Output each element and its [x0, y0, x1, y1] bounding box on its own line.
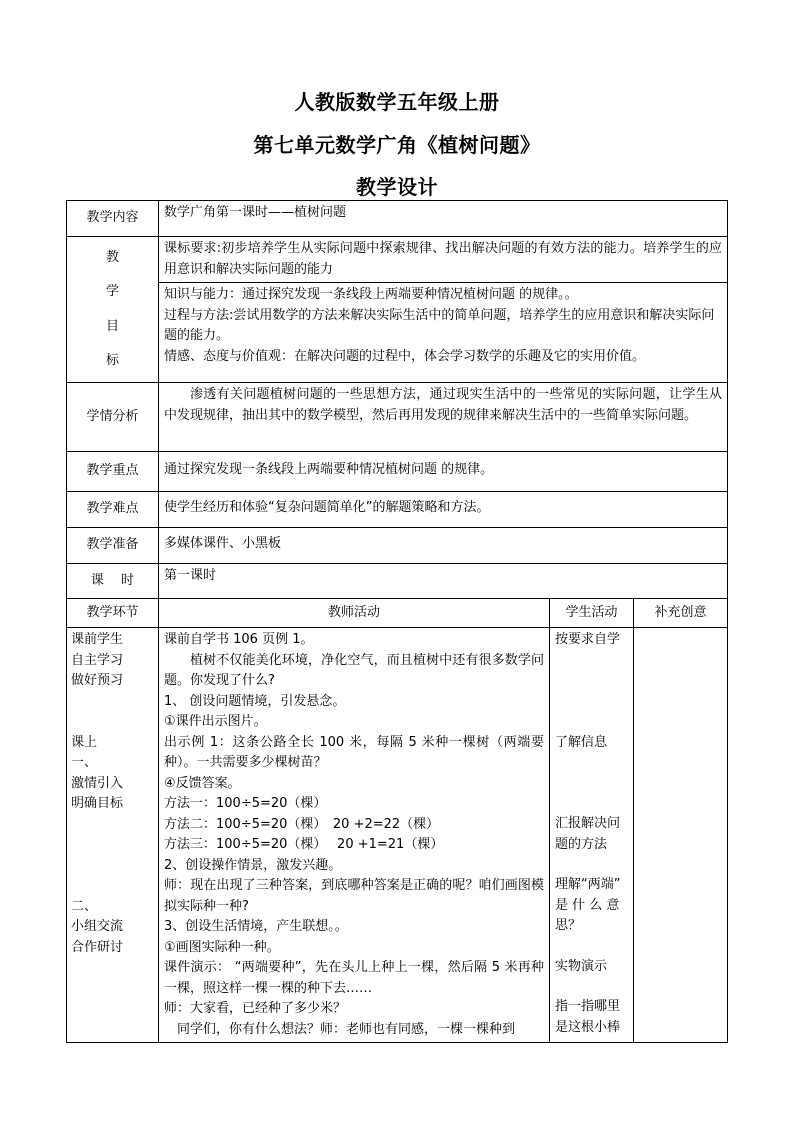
- stage-line: 激情引入: [71, 775, 124, 791]
- process-header-row: [67, 599, 728, 628]
- goals-label-char: 学: [105, 284, 119, 299]
- student-line: 思？: [555, 918, 582, 933]
- student-line: 理解“两端”: [555, 877, 621, 892]
- teacher-line: ①画图实际种一种。: [164, 939, 280, 955]
- teacher-line: 方法一：100÷5=20（棵）: [164, 796, 327, 811]
- goal-emotion: 情感、态度与价值观：在解决问题的过程中，体会学习数学的乐趣及它的实用价值。: [164, 348, 646, 364]
- stage-line: 课上: [71, 734, 98, 750]
- student-line: 汇报解决问: [555, 816, 621, 831]
- student-line: 指一指哪里: [555, 999, 621, 1014]
- row-preparation: [67, 528, 728, 564]
- analysis-label: 学情分析: [67, 383, 159, 452]
- process-body-row: [67, 628, 728, 1043]
- teacher-line: ①课件出示图片。: [164, 714, 267, 729]
- teacher-activity-column: [159, 628, 550, 1043]
- spacer: [555, 937, 628, 957]
- stage-line: 二、: [71, 898, 98, 914]
- spacer: [555, 753, 628, 814]
- student-line: 是这根小棒: [555, 1019, 621, 1035]
- teacher-line: 3、创设生活情境，产生联想。。: [164, 919, 348, 934]
- row-content: [67, 201, 728, 237]
- goals-label-char: 教: [105, 249, 119, 265]
- goals-label-char: 标: [105, 353, 119, 368]
- analysis-text: 渗透有关问题植树问题的一些思想方法，通过现实生活中的一些常见的实际问题，让学生从中发现规律，抽出其中的数学模型，然后再用发现的规律来解决生活中的一些简单实际问题。: [159, 383, 728, 452]
- document-title: 人教版数学五年级上册: [294, 90, 500, 114]
- teacher-line: 课前自学书 106 页例 1。: [164, 632, 314, 647]
- lesson-plan-table: [66, 200, 728, 1043]
- stage-line: 一、: [71, 755, 98, 770]
- period-text: 第一课时: [159, 564, 728, 599]
- teacher-line: 方法三：100÷5=20（棵） 20 +1=21（棵）: [164, 837, 444, 852]
- spacer: [555, 855, 628, 875]
- unit-title: 第七单元数学广角《植树问题》: [253, 133, 541, 157]
- stage-line: 合作研讨: [71, 939, 124, 955]
- design-title: 教学设计: [356, 175, 438, 199]
- row-period: [67, 564, 728, 599]
- header-extra: 补充创意: [634, 599, 728, 628]
- stage-line: 明确目标: [71, 796, 124, 811]
- spacer: [71, 815, 154, 897]
- student-line: 按要求自学: [555, 632, 621, 647]
- header-stage: 教学环节: [67, 599, 159, 628]
- teacher-line: 2、创设操作情景，激发兴趣。: [164, 857, 342, 873]
- teacher-line: 同学们，你有什么想法？师：老师也有同感，一棵一棵种到: [177, 1021, 516, 1037]
- teacher-line: ④反馈答案。: [164, 775, 241, 791]
- stage-line: 课前学生: [71, 632, 124, 647]
- goal-process: 过程与方法:尝试用数学的方法来解决实际生活中的简单问题，培养学生的应用意识和解决实际问题的能力。: [164, 307, 715, 343]
- teacher-line: 师：现在出现了三种答案，到底哪种答案是正确的呢？咱们画图模拟实际种一种?: [164, 878, 544, 914]
- curriculum-requirement: 课标要求:初步培养学生从实际问题中探索规律、找出解决问题的有效方法的能力。培养学生的应用意识和解决实际问题的能力: [159, 237, 727, 283]
- content-text: 数学广角第一课时——植树问题: [159, 201, 728, 237]
- row-key-point: [67, 452, 728, 492]
- stage-line: 自主学习: [71, 652, 124, 668]
- row-analysis: [67, 383, 728, 452]
- teacher-line: 1、 创设问题情境，引发悬念。: [164, 693, 346, 709]
- row-difficulty: [67, 492, 728, 528]
- content-label: 教学内容: [67, 201, 159, 237]
- key-point-label: 教学重点: [67, 452, 159, 492]
- difficulty-text: 使学生经历和体验“复杂问题简单化”的解题策略和方法。: [159, 492, 728, 528]
- stage-column: [67, 628, 159, 1043]
- row-goals: [67, 237, 728, 383]
- teacher-line: 课件演示： “两端要种”，先在头儿上种上一棵，然后隔 5 米再种一棵，照这样一棵一棵的种下去……: [164, 960, 544, 996]
- goals-label-char: 目: [105, 318, 119, 334]
- difficulty-label: 教学难点: [67, 492, 159, 528]
- stage-line: 小组交流: [71, 919, 124, 934]
- teacher-line: 方法二：100÷5=20（棵） 20 +2=22（棵）: [164, 816, 440, 832]
- student-line: 实物演示: [555, 958, 608, 974]
- stage-line: 做好预习: [71, 673, 124, 688]
- teacher-line: 出示例 1：这条公路全长 100 米，每隔 5 米种一棵树（两端要种）。一共需要多少棵树苗？: [164, 734, 544, 770]
- spacer: [555, 651, 628, 733]
- preparation-label: 教学准备: [67, 528, 159, 564]
- student-activity-column: [550, 628, 634, 1043]
- period-label: 课 时: [67, 564, 159, 599]
- header-student: 学生活动: [550, 599, 634, 628]
- goal-knowledge: 知识与能力：通过探究发现一条线段上两端要种情况植树问题 的规律。。: [164, 287, 578, 302]
- student-line: 了解信息: [555, 734, 608, 750]
- student-line: 题的方法: [555, 836, 608, 852]
- goals-label: [67, 237, 159, 383]
- teacher-line: 植树不仅能美化环境，净化空气，而且植树中还有很多数学问题。你发现了什么?: [164, 652, 544, 688]
- key-point-text: 通过探究发现一条线段上两端要种情况植树问题 的规律。: [159, 452, 728, 492]
- student-line: 是 什 么 意: [555, 897, 620, 913]
- header-teacher: 教师活动: [159, 599, 550, 628]
- preparation-text: 多媒体课件、小黑板: [159, 528, 728, 564]
- extra-ideas-column: [634, 628, 728, 1043]
- spacer: [71, 692, 154, 733]
- spacer: [555, 977, 628, 997]
- teacher-line: 师：大家看，已经种了多少米？: [164, 1001, 347, 1016]
